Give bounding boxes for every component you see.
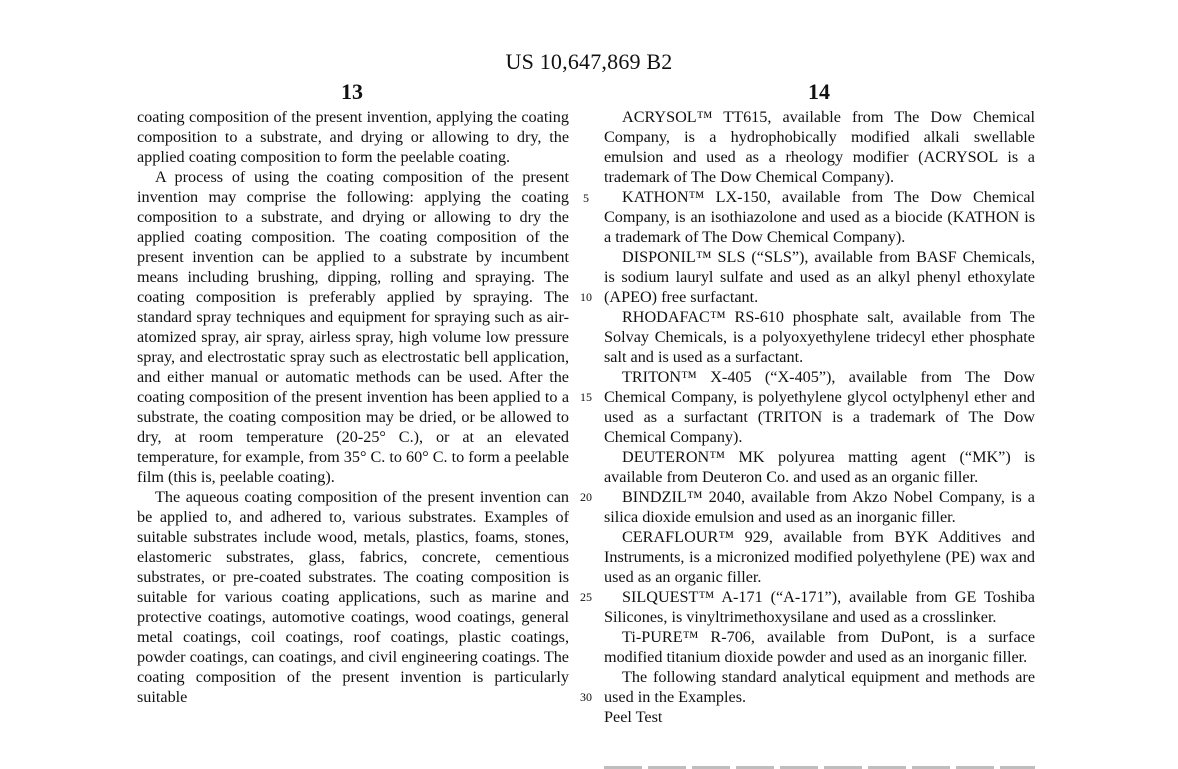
right-paragraph-triton: TRITON™ X-405 (“X-405”), available from The Dow Chemical Company, is polyethylene glycol octylphenyl ether and used as a surfactant (TRITON is a trademark of The Dow Chemical Company). [604, 368, 1035, 446]
line-number-10: 10 [580, 290, 592, 304]
right-paragraph-acrysol: ACRYSOL™ TT615, available from The Dow Chemical Company, is a hydrophobically modified alkali swellable emulsion and used as a rheology modifier (ACRYSOL is a trademark of The Dow Chemical Company). [604, 108, 1035, 186]
right-paragraph-deuteron: DEUTERON™ MK polyurea matting agent (“MK”) is available from Deuteron Co. and used as an organic filler. [604, 448, 1035, 486]
left-paragraph-1: coating composition of the present invention, applying the coating composition to a substrate, and drying or allowing to dry, the applied coating composition to form the peelable coating. [137, 108, 569, 166]
left-paragraph-3: The aqueous coating composition of the present invention can be applied to, and adhered to, various substrates. Examples of suitable substrates include wood, metals, plastics, foams, stones, elastomeric substrates, glass, fabrics, concrete, cementious substrates, or pre-coated substrates. The coating composition is suitable for various coating applications, such as marine and protective coatings, automotive coatings, wood coatings, general metal coatings, coil coatings, roof coatings, plastic coatings, powder coatings, can coatings, and civil engineering coatings. The coating composition of the present invention is particularly suitable [137, 488, 569, 706]
patent-number-header: US 10,647,869 B2 [505, 49, 673, 74]
right-paragraph-disponil: DISPONIL™ SLS (“SLS”), available from BASF Chemicals, is sodium lauryl sulfate and used as an alkyl phenyl ethoxylate (APEO) free surfactant. [604, 248, 1035, 306]
line-number-20: 20 [580, 490, 592, 504]
line-number-30: 30 [580, 690, 592, 704]
column-number-left: 13 [341, 79, 363, 104]
right-paragraph-tipure: Ti-PURE™ R-706, available from DuPont, is a surface modified titanium dioxide powder and used as an inorganic filler. [604, 628, 1035, 666]
right-paragraph-ceraflour: CERAFLOUR™ 929, available from BYK Additives and Instruments, is a micronized modified polyethylene (PE) wax and used as an organic filler. [604, 528, 1035, 586]
right-paragraph-methods: The following standard analytical equipment and methods are used in the Examples. [604, 668, 1035, 706]
line-number-5: 5 [583, 191, 589, 205]
left-paragraph-2: A process of using the coating composition of the present invention may comprise the following: applying the coating composition to a substrate, and drying or allowing to dry the applied coating composition. The coating composition of the present invention can be applied to a substrate by incumbent means including brushing, dipping, rolling and spraying. The coating composition is preferably applied by spraying. The standard spray techniques and equipment for spraying such as air-atomized spray, air spray, airless spray, high volume low pressure spray, and electrostatic spray such as electrostatic bell application, and either manual or automatic methods can be used. After the coating composition of the present invention has been applied to a substrate, the coating composition may be dried, or be allowed to dry, at room temperature (20-25° C.), or at an elevated temperature, for example, from 35° C. to 60° C. to form a peelable film (this is, peelable coating). [137, 168, 569, 486]
section-heading-peel-test: Peel Test [604, 708, 663, 726]
line-number-gutter [571, 0, 601, 769]
right-paragraph-bindzil: BINDZIL™ 2040, available from Akzo Nobel Company, is a silica dioxide emulsion and used as an inorganic filler. [604, 488, 1035, 526]
line-number-15: 15 [580, 390, 592, 404]
line-number-25: 25 [580, 590, 592, 604]
left-text-column [137, 107, 569, 707]
right-text-column [604, 107, 1035, 727]
cut-off-text-line [604, 762, 1035, 769]
column-number-right: 14 [808, 79, 830, 104]
right-paragraph-rhodafac: RHODAFAC™ RS-610 phosphate salt, available from The Solvay Chemicals, is a polyoxyethylene tridecyl ether phosphate salt and is used as a surfactant. [604, 308, 1035, 366]
right-paragraph-silquest: SILQUEST™ A-171 (“A-171”), available from GE Toshiba Silicones, is vinyltrimethoxysilane and used as a crosslinker. [604, 588, 1035, 626]
right-paragraph-kathon: KATHON™ LX-150, available from The Dow Chemical Company, is an isothiazolone and used as a biocide (KATHON is a trademark of The Dow Chemical Company). [604, 188, 1035, 246]
